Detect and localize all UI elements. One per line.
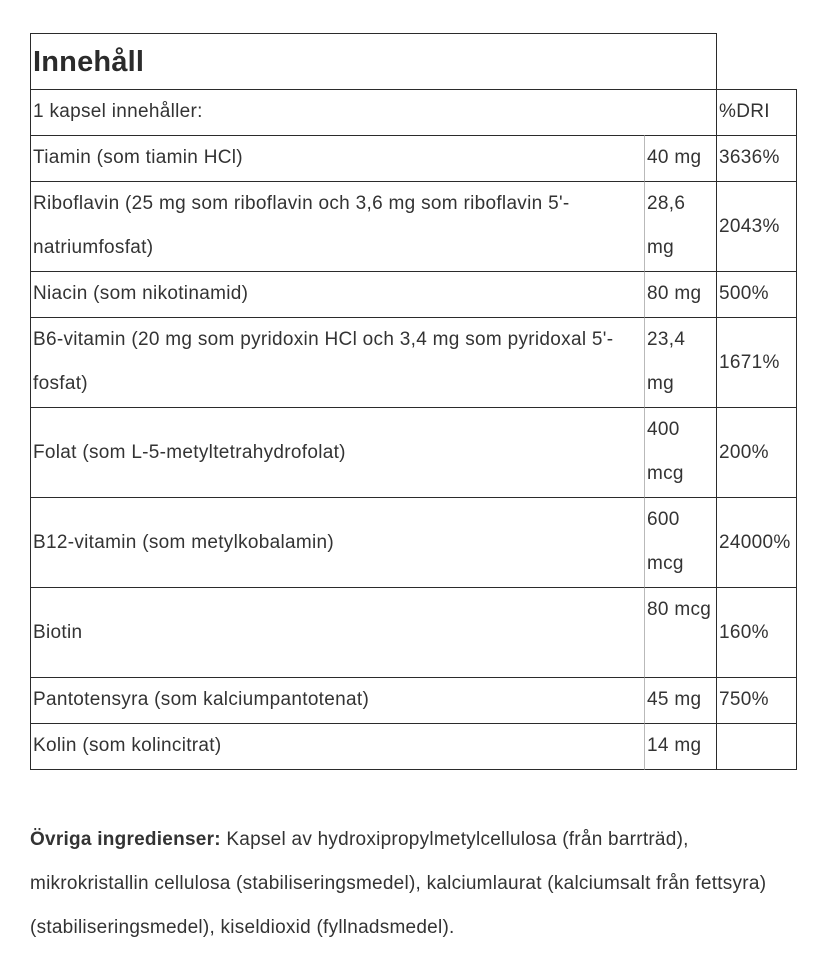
ingredient-name: Niacin (som nikotinamid) [30,271,645,318]
ingredient-name: Pantotensyra (som kalciumpantotenat) [30,677,645,724]
ingredient-name: B6-vitamin (20 mg som pyridoxin HCl och 3,4 mg som pyridoxal 5'-fosfat) [30,317,645,408]
nutrition-table [30,33,797,770]
ingredient-name-cell [30,587,645,678]
ingredient-name: Folat (som L-5-metyltetrahydrofolat) [33,441,346,463]
ingredient-name-cell [30,497,645,588]
ingredient-dri: 750% [716,677,797,724]
ingredient-name: Riboflavin (25 mg som riboflavin och 3,6 mg som riboflavin 5'-natriumfosfat) [30,181,645,272]
ingredient-amount: 600 mcg [644,497,717,588]
ingredient-dri-cell [716,587,797,678]
ingredient-dri: 500% [716,271,797,318]
ingredient-name: B12-vitamin (som metylkobalamin) [33,531,335,553]
ingredient-dri [716,723,797,770]
ingredient-amount: 40 mg [644,135,717,182]
other-ingredients-label: Övriga ingredienser: [30,829,221,850]
table-title: Innehåll [30,33,717,90]
ingredient-name-cell [30,407,645,498]
ingredient-dri-cell [716,317,797,408]
ingredient-amount: 45 mg [644,677,717,724]
ingredient-name: Biotin [33,621,83,643]
ingredient-amount: 14 mg [644,723,717,770]
ingredient-dri-cell [716,181,797,272]
ingredient-dri-cell [716,497,797,588]
serving-label: 1 kapsel innehåller: [30,89,717,136]
ingredient-dri: 24000% [719,531,791,553]
ingredient-amount: 23,4 mg [644,317,717,408]
ingredient-dri-cell [716,407,797,498]
ingredient-amount: 400 mcg [644,407,717,498]
ingredient-name: Tiamin (som tiamin HCl) [30,135,645,182]
other-ingredients-text: Kapsel av hydroxipropylmetylcellulosa (från barrträd), mikrokristallin cellulosa (stabiliseringsmedel), kalciumlaurat (kalciumsalt från fettsyra) (stabiliseringsmedel), kiseldioxid (fyllnadsmedel). [30,829,767,938]
ingredient-dri: 160% [719,621,769,643]
ingredient-dri: 3636% [716,135,797,182]
ingredient-dri: 2043% [719,215,780,237]
ingredient-amount: 28,6 mg [644,181,717,272]
ingredient-dri: 1671% [719,351,780,373]
ingredient-amount: 80 mcg [644,587,717,678]
ingredient-dri: 200% [719,441,769,463]
ingredient-name: Kolin (som kolincitrat) [30,723,645,770]
ingredient-amount: 80 mg [644,271,717,318]
dri-header: %DRI [716,89,797,136]
other-ingredients [30,818,800,950]
